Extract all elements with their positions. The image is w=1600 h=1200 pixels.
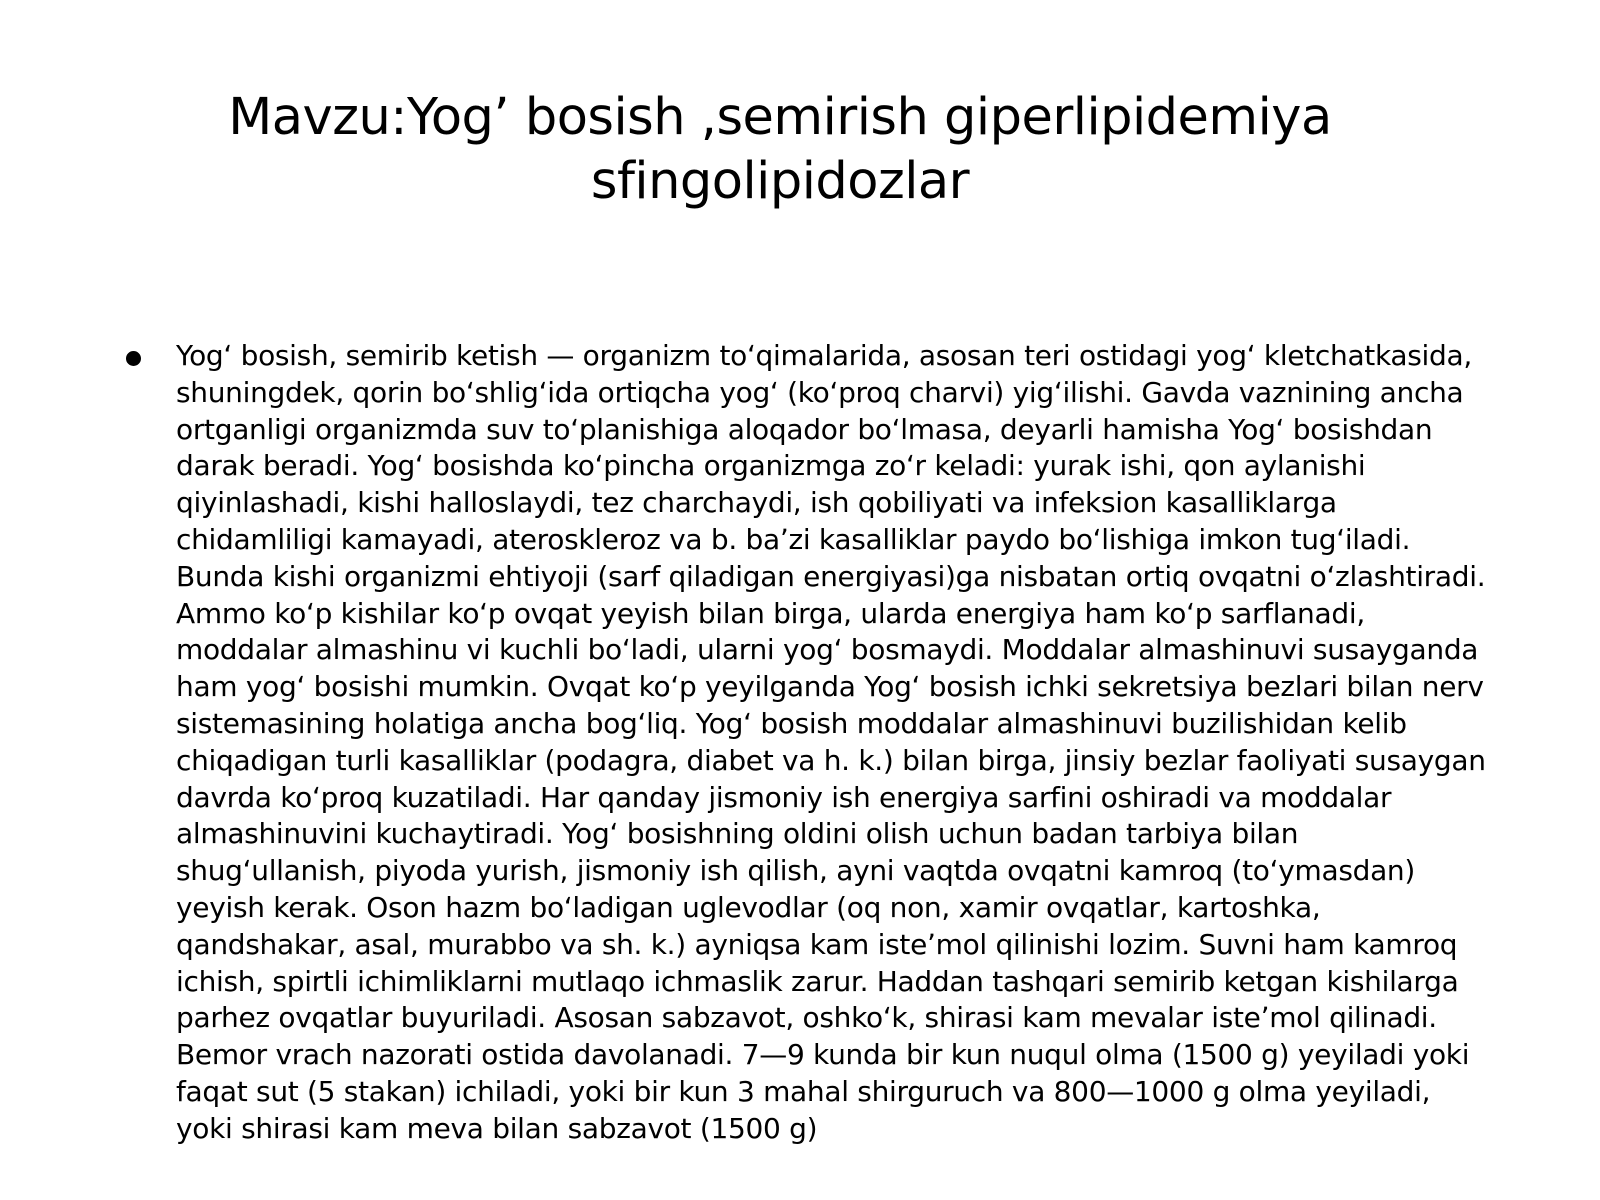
bullet-text: Yogʻ bosish, semirib ketish — organizm toʻqimalarida, asosan teri ostidagi yogʻ kletchatkasida, shuningdek, qorin boʻshligʻida ortiqcha yogʻ (koʻproq charvi) yigʻilishi. Gavda vaznining ancha ortganligi organizmda suv toʻplanishiga aloqador boʻlmasa, deyarli hamisha Yogʻ bosishdan darak beradi. Yogʻ bosishda koʻpincha organizmga zoʻr keladi: yurak ishi, qon aylanishi qiyinlashadi, kishi halloslaydi, tez charchaydi, ish qobiliyati va infeksion kasalliklarga chidamliligi kamayadi, ateroskleroz va b. baʼzi kasalliklar paydo boʻlishiga imkon tugʻiladi. Bunda kishi organizmi ehtiyoji (sarf qiladigan energiyasi)ga nisbatan ortiq ovqatni oʻzlashtiradi. Ammo koʻp kishilar koʻp ovqat yeyish bilan birga, ularda energiya ham koʻp sarflanadi, moddalar almashinu vi kuchli boʻladi, ularni yogʻ bosmaydi. Moddalar almashinuvi susayganda ham yogʻ bosishi mumkin. Ovqat koʻp yeyilganda Yogʻ bosish ichki sekretsiya bezlari bilan nerv sistemasining holatiga ancha bogʻliq. Yogʻ bosish moddalar almashinuvi buzilishidan kelib chiqadigan turli kasalliklar (podagra, diabet va h. k.) bilan birga, jinsiy bezlar faoliyati susaygan davrda koʻproq kuzatiladi. Har qanday jismoniy ish energiya sarfini oshiradi va moddalar almashinuvini kuchaytiradi. Yogʻ bosishning oldini olish uchun badan tarbiya bilan shugʻullanish, piyoda yurish, jismoniy ish qilish, ayni vaqtda ovqatni kamroq (toʻymasdan) yeyish kerak. Oson hazm boʻladigan uglevodlar (oq non, xamir ovqatlar, kartoshka, qandshakar, asal, murabbo va sh. k.) ayniqsa kam isteʼmol qilinishi lozim. Suvni ham kamroq ichish, spirtli ichimliklarni mutlaqo ichmaslik zarur. Haddan tashqari semirib ketgan kishilarga parhez ovqatlar buyuriladi. Asosan sabzavot, oshkoʻk, shirasi kam mevalar isteʼmol qilinadi. Bemor vrach nazorati ostida davolanadi. 7—9 kunda bir kun nuqul olma (1500 g) yeyiladi yoki faqat sut (5 stakan) ichiladi, yoki bir kun 3 mahal shirguruch va 800—1000 g olma yeyiladi, yoki shirasi kam meva bilan sabzavot (1500 g) — [176, 339, 1486, 1145]
bullet-dot-icon — [126, 351, 141, 366]
slide-title: Mavzu:Yog’ bosish ,semirish giperlipidemiya sfingolipidozlar — [228, 88, 1332, 211]
bullet-item — [126, 338, 1486, 1148]
bullet-list — [126, 338, 1486, 1148]
